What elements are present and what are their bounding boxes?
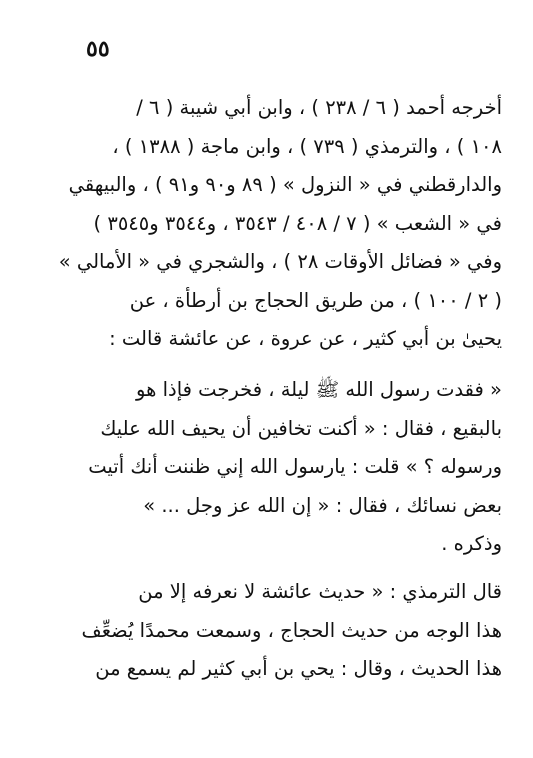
- text-line: ورسوله ؟ » قلت : يارسول الله إني ظننت أنك أتيت: [88, 455, 502, 478]
- text-line: قال الترمذي : « حديث عائشة لا نعرفه إلا من: [138, 580, 502, 603]
- text-line: يحيىٰ بن أبي كثير ، عن عروة ، عن عائشة قالت :: [109, 327, 502, 350]
- page-number: ٥٥: [86, 36, 110, 62]
- text-line: وذكره .: [441, 532, 502, 555]
- text-line: وفي « فضائل الأوقات ٢٨ ) ، والشجري في « الأمالي »: [58, 250, 502, 273]
- text-line: بالبقيع ، فقال : « أكنت تخافين أن يحيف الله عليك: [100, 416, 502, 440]
- text-line: « فقدت رسول الله ﷺ ليلة ، فخرجت فإذا هو: [136, 378, 502, 401]
- text-line: هذا الوجه من حديث الحجاج ، وسمعت محمدًا يُضعِّف: [81, 618, 502, 642]
- text-line: أخرجه أحمد ( ٦ / ٢٣٨ ) ، وابن أبي شيبة ( ٦ /: [136, 96, 502, 119]
- text-line: بعض نسائك ، فقال : « إن الله عز وجل ... »: [143, 493, 502, 517]
- text-line: ١٠٨ ) ، والترمذي ( ٧٣٩ ) ، وابن ماجة ( ١٣٨٨ ) ،: [112, 134, 502, 158]
- text-line: في « الشعب » ( ٧ / ٤٠٨ / ٣٥٤٣ ، و٣٥٤٤ و٣٥٤٥ ): [93, 211, 502, 235]
- text-line: هذا الحديث ، وقال : يحي بن أبي كثير لم يسمع من: [95, 657, 502, 680]
- paragraph-source-citation: [56, 89, 502, 359]
- text-line: ( ٢ / ١٠٠ ) ، من طريق الحجاج بن أرطأة ، عن: [129, 288, 502, 312]
- paragraph-hadith-text: [56, 371, 502, 564]
- text-line: والدارقطني في « النزول » ( ٨٩ و٩٠ و٩١ ) ، والبيهقي: [68, 173, 502, 196]
- paragraph-tirmidhi-comment: [56, 573, 502, 689]
